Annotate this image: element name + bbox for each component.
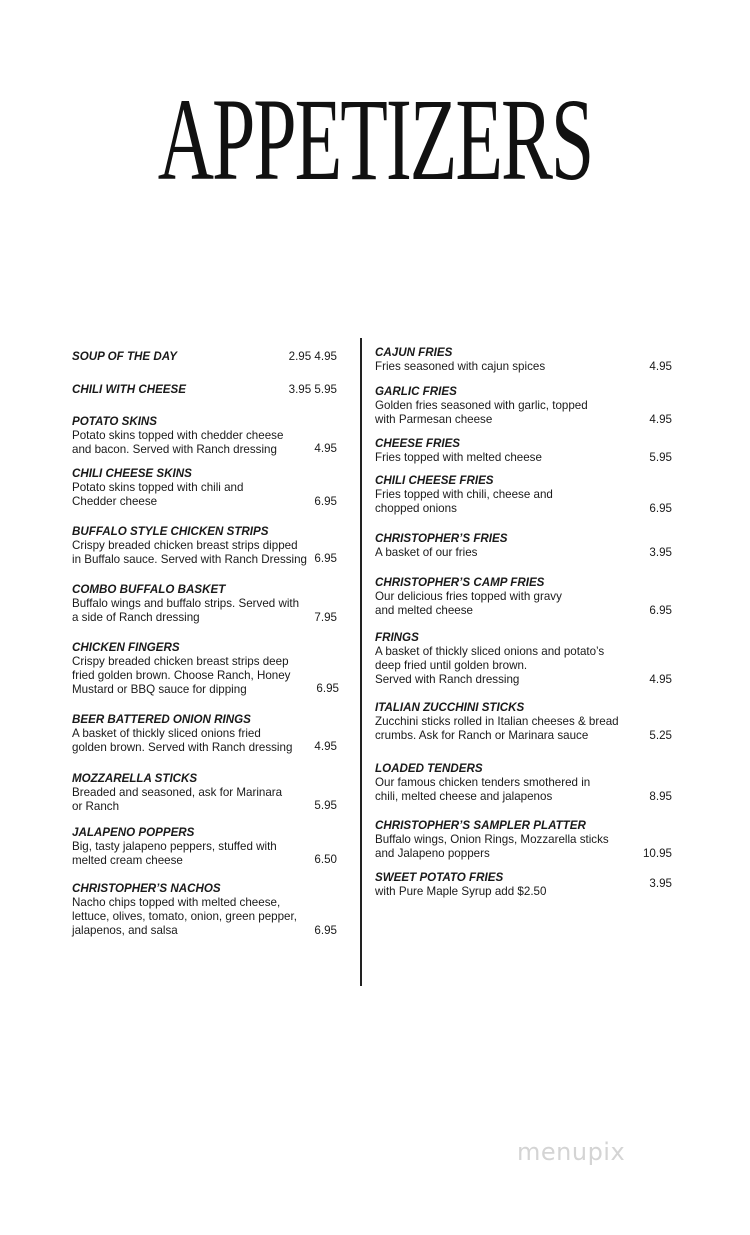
item-name: BEER BATTERED ONION RINGS <box>72 713 251 726</box>
item-description: Fries topped with melted cheese <box>375 451 542 464</box>
item-name: CHRISTOPHER’S SAMPLER PLATTER <box>375 819 586 832</box>
item-price: 4.95 <box>649 360 672 373</box>
menu-item <box>72 882 297 938</box>
item-name: LOADED TENDERS <box>375 762 483 775</box>
item-name: CHILI WITH CHEESE <box>72 383 187 396</box>
menu-item <box>72 383 186 397</box>
item-name: CHEESE FRIES <box>375 437 461 450</box>
item-name: CHILI CHEESE FRIES <box>375 474 494 487</box>
item-price: 4.95 <box>649 673 672 686</box>
item-description: Fries topped with chili, cheese and chopped onions <box>375 488 553 515</box>
menu-item <box>375 631 604 687</box>
menu-item <box>72 583 299 625</box>
item-name: POTATO SKINS <box>72 415 158 428</box>
menu-item <box>72 826 277 868</box>
item-description: Potato skins topped with chedder cheese and bacon. Served with Ranch dressing <box>72 429 284 456</box>
item-price: 3.95 <box>649 546 672 559</box>
item-name: BUFFALO STYLE CHICKEN STRIPS <box>72 525 269 538</box>
menu-item <box>72 525 307 567</box>
item-description: Potato skins topped with chili and Chedder cheese <box>72 481 244 508</box>
menu-item <box>375 346 545 374</box>
item-description: Big, tasty jalapeno peppers, stuffed with melted cream cheese <box>72 840 277 867</box>
item-price: 4.95 <box>314 740 337 753</box>
item-description: Buffalo wings and buffalo strips. Served with a side of Ranch dressing <box>72 597 300 624</box>
item-name: FRINGS <box>375 631 419 644</box>
item-description: Golden fries seasoned with garlic, topped with Parmesan cheese <box>375 399 588 426</box>
item-name: GARLIC FRIES <box>375 385 457 398</box>
item-name: CHILI CHEESE SKINS <box>72 467 192 480</box>
menu-item <box>72 641 290 697</box>
item-price: 5.25 <box>649 729 672 742</box>
item-price: 5.95 <box>649 451 672 464</box>
item-description: with Pure Maple Syrup add $2.50 <box>375 885 547 898</box>
item-description: Fries seasoned with cajun spices <box>375 360 546 373</box>
item-name: SWEET POTATO FRIES <box>375 871 504 884</box>
page-title: APPETIZERS <box>157 74 593 205</box>
item-description: Breaded and seasoned, ask for Marinara or Ranch <box>72 786 283 813</box>
item-price: 6.95 <box>649 502 672 515</box>
item-description: A basket of thickly sliced onions and potato’s deep fried until golden brown. Served with Ranch dressing <box>375 645 605 686</box>
menu-item <box>375 532 508 560</box>
item-description: A basket of our fries <box>375 546 478 559</box>
item-price: 3.95 5.95 <box>288 383 337 396</box>
item-name: CHRISTOPHER’S FRIES <box>375 532 508 545</box>
item-price: 8.95 <box>649 790 672 803</box>
item-name: SOUP OF THE DAY <box>72 350 177 363</box>
item-description: Our delicious fries topped with gravy and melted cheese <box>375 590 562 617</box>
item-price: 6.95 <box>314 495 337 508</box>
item-description: Zucchini sticks rolled in Italian cheeses & bread crumbs. Ask for Ranch or Marinara sauce <box>375 715 619 742</box>
menu-item <box>375 819 609 861</box>
item-price: 4.95 <box>314 442 337 455</box>
menu-item <box>72 415 283 457</box>
item-description: Our famous chicken tenders smothered in chili, melted cheese and jalapenos <box>375 776 591 803</box>
item-price: 6.95 <box>316 682 339 695</box>
menu-item <box>72 713 292 755</box>
item-name: JALAPENO POPPERS <box>72 826 195 839</box>
item-description: Crispy breaded chicken breast strips deep fried golden brown. Choose Ranch, Honey Mustard or BBQ sauce for dipping <box>72 655 291 696</box>
column-divider <box>360 338 362 986</box>
menu-item <box>375 385 588 427</box>
item-price: 6.95 <box>649 604 672 617</box>
menu-item <box>375 437 542 465</box>
item-description: Nacho chips topped with melted cheese, lettuce, olives, tomato, onion, green pepper, jalapenos, and salsa <box>72 896 297 937</box>
item-name: CHICKEN FINGERS <box>72 641 180 654</box>
item-name: COMBO BUFFALO BASKET <box>72 583 226 596</box>
item-name: MOZZARELLA STICKS <box>72 772 198 785</box>
item-name: ITALIAN ZUCCHINI STICKS <box>375 701 525 714</box>
menu-item <box>72 467 243 509</box>
item-description: Crispy breaded chicken breast strips dipped in Buffalo sauce. Served with Ranch Dressing <box>72 539 308 566</box>
item-description: Buffalo wings, Onion Rings, Mozzarella sticks and Jalapeno poppers <box>375 833 609 860</box>
item-name: CAJUN FRIES <box>375 346 453 359</box>
item-price: 6.50 <box>314 853 337 866</box>
menu-item <box>72 350 177 364</box>
item-price: 7.95 <box>314 611 337 624</box>
menu-item <box>375 762 590 804</box>
menu-item <box>375 701 619 743</box>
watermark: menupix <box>517 1138 626 1166</box>
item-price: 6.95 <box>314 924 337 937</box>
item-description: A basket of thickly sliced onions fried golden brown. Served with Ranch dressing <box>72 727 293 754</box>
item-price: 3.95 <box>649 877 672 890</box>
item-price: 4.95 <box>649 413 672 426</box>
item-name: CHRISTOPHER’S CAMP FRIES <box>375 576 545 589</box>
item-price: 6.95 <box>314 552 337 565</box>
menu-item <box>375 871 546 899</box>
item-price: 10.95 <box>642 847 672 860</box>
item-price: 5.95 <box>314 799 337 812</box>
menu-item <box>72 772 282 814</box>
item-price: 2.95 4.95 <box>288 350 337 363</box>
menu-item <box>375 576 562 618</box>
item-name: CHRISTOPHER’S NACHOS <box>72 882 221 895</box>
menu-item <box>375 474 553 516</box>
